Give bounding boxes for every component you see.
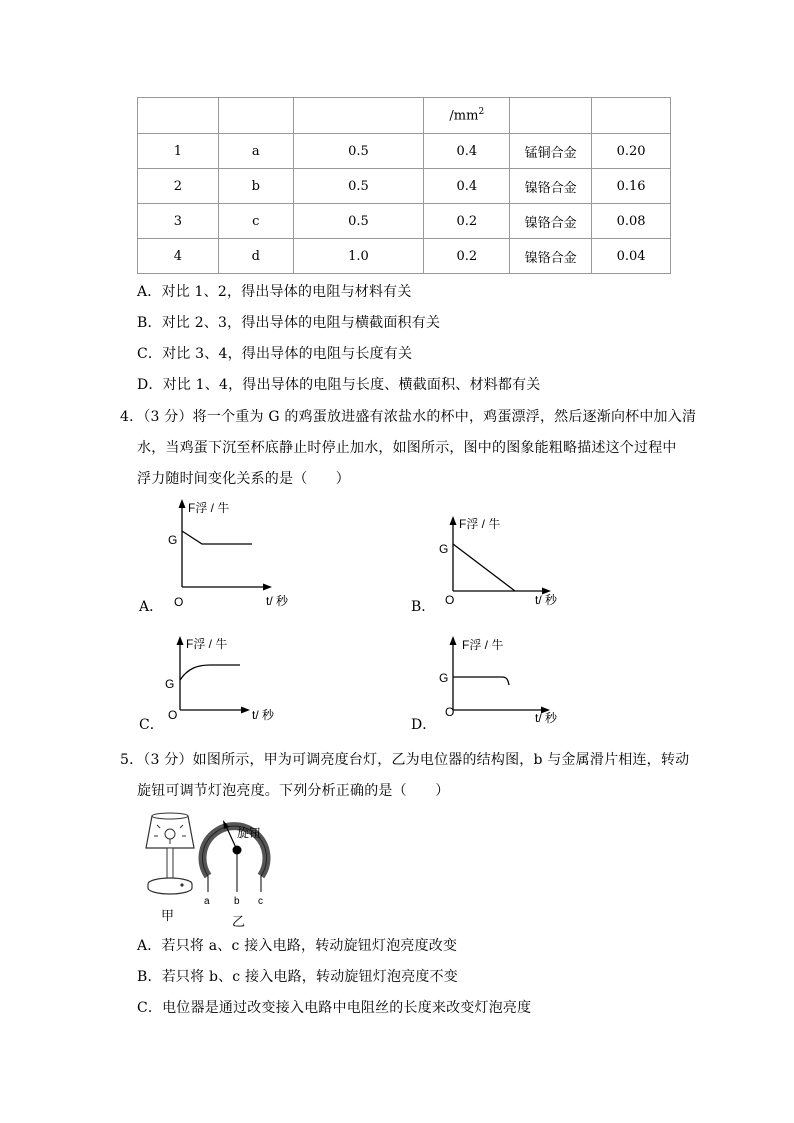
table-row — [138, 169, 671, 204]
x-axis-arrow — [263, 584, 272, 591]
table-cell: 0.5 — [293, 169, 424, 204]
knob-center — [233, 846, 242, 855]
x-axis-label: t/ 秒 — [535, 593, 558, 607]
terminal-c-label: c — [258, 896, 263, 907]
table-row — [138, 134, 671, 169]
q4-graph-c[interactable] — [158, 628, 298, 738]
table-cell: 镍铬合金 — [510, 204, 592, 239]
origin-label: O — [445, 593, 455, 607]
table-cell: d — [218, 239, 293, 274]
knob-label: 旋钮 — [237, 826, 262, 840]
table-cell: 0.16 — [592, 169, 671, 204]
y-axis-arrow — [450, 636, 457, 645]
buoyancy-curve — [180, 665, 240, 680]
q4-stem-line-2: 水，当鸡蛋下沉至杯底静止时停止加水，如图所示，图中的图象能粗略描述这个过程中 — [137, 440, 677, 456]
g-mark: G — [439, 542, 449, 556]
q3-option-b[interactable]: B．对比 2、3，得出导体的电阻与横截面积有关 — [137, 315, 441, 331]
q4-stem-line-3: 浮力随时间变化关系的是（ ） — [137, 471, 350, 487]
y-axis-arrow — [177, 636, 184, 645]
q3-option-a[interactable]: A．对比 1、2，得出导体的电阻与材料有关 — [137, 284, 412, 300]
buoyancy-curve — [182, 531, 252, 544]
table-cell: 镍铬合金 — [510, 239, 592, 274]
y-axis-arrow — [450, 516, 457, 525]
terminal-b-label: b — [234, 896, 240, 907]
table-cell: 0.5 — [293, 134, 424, 169]
area-unit-exponent: 2 — [478, 107, 485, 118]
x-axis-label: t/ 秒 — [266, 594, 289, 608]
origin-label: O — [174, 595, 184, 609]
table-cell: 0.2 — [424, 204, 510, 239]
table-cell: 0.20 — [592, 134, 671, 169]
table-cell: 镍铬合金 — [510, 169, 592, 204]
area-unit-text: /mm — [449, 108, 479, 124]
label-jia: 甲 — [161, 908, 175, 923]
table-cell: 1 — [138, 134, 219, 169]
buoyancy-curve — [453, 677, 509, 685]
q4-graph-a[interactable] — [160, 495, 300, 615]
table-cell: a — [218, 134, 293, 169]
x-axis-arrow — [241, 707, 250, 714]
origin-label: O — [168, 708, 178, 722]
bulb-icon — [165, 829, 175, 839]
q4-graph-d[interactable] — [430, 628, 570, 738]
table-cell: 4 — [138, 239, 219, 274]
g-mark: G — [165, 677, 175, 691]
desk-lamp-illustration — [146, 813, 194, 894]
q3-option-c[interactable]: C．对比 3、4，得出导体的电阻与长度有关 — [137, 346, 413, 362]
table-row — [138, 204, 671, 239]
q4-option-a-letter[interactable]: A． — [139, 599, 164, 615]
q3-option-d[interactable]: D．对比 1、4，得出导体的电阻与长度、横截面积、材料都有关 — [137, 377, 541, 393]
table-cell: c — [218, 204, 293, 239]
origin-label: O — [445, 705, 455, 719]
x-axis-label: t/ 秒 — [252, 708, 275, 722]
lamp-shade-top — [152, 813, 188, 819]
table-cell: b — [218, 169, 293, 204]
terminal-a-label: a — [204, 896, 210, 907]
q5-stem-line-1: 5．（3 分）如图所示，甲为可调亮度台灯，乙为电位器的结构图，b 与金属滑片相连，转动 — [120, 752, 690, 768]
q5-option-b[interactable]: B．若只将 b、c 接入电路，转动旋钮灯泡亮度不变 — [137, 969, 458, 985]
q4-option-d-letter[interactable]: D． — [411, 717, 437, 733]
lamp-stand — [167, 848, 173, 880]
y-axis-label: F浮 / 牛 — [462, 638, 504, 652]
table-cell: 0.4 — [424, 134, 510, 169]
table-cell: 0.08 — [592, 204, 671, 239]
q5-option-a[interactable]: A．若只将 a、c 接入电路，转动旋钮灯泡亮度改变 — [137, 938, 458, 954]
y-axis-label: F浮 / 牛 — [186, 637, 228, 651]
table-cell — [510, 98, 592, 134]
q4-stem-line-1: 4．（3 分）将一个重为 G 的鸡蛋放进盛有浓盐水的杯中，鸡蛋漂浮，然后逐渐向杯中加入清 — [120, 409, 697, 425]
q4-option-b-letter[interactable]: B． — [411, 599, 436, 615]
x-axis-label: t/ 秒 — [535, 711, 558, 725]
table-cell — [592, 98, 671, 134]
table-cell: 2 — [138, 169, 219, 204]
table-cell — [293, 98, 424, 134]
table-cell — [138, 98, 219, 134]
table-row — [138, 239, 671, 274]
buoyancy-curve — [453, 544, 515, 591]
y-axis-arrow — [179, 499, 186, 508]
table-cell — [218, 98, 293, 134]
lamp-switch-icon — [180, 883, 183, 886]
q5-option-c[interactable]: C．电位器是通过改变接入电路中电阻丝的长度来改变灯泡亮度 — [137, 1000, 532, 1016]
g-mark: G — [439, 671, 449, 685]
table-cell: 3 — [138, 204, 219, 239]
y-axis-label: F浮 / 牛 — [459, 517, 501, 531]
table-cell: 0.4 — [424, 169, 510, 204]
q5-stem-line-2: 旋钮可调节灯泡亮度。下列分析正确的是（ ） — [137, 783, 450, 799]
label-yi: 乙 — [232, 914, 246, 929]
table-cell-area-unit — [424, 98, 510, 134]
table-cell: 1.0 — [293, 239, 424, 274]
resistance-data-table — [137, 97, 671, 274]
table-cell: 0.5 — [293, 204, 424, 239]
table-cell: 0.04 — [592, 239, 671, 274]
g-mark: G — [168, 533, 178, 547]
table-cell: 0.2 — [424, 239, 510, 274]
y-axis-label: F浮 / 牛 — [188, 501, 230, 515]
table-header-row — [138, 98, 671, 134]
potentiometer-illustration — [203, 820, 267, 907]
q5-figure — [138, 806, 298, 930]
q4-graph-b[interactable] — [431, 510, 571, 620]
table-cell: 锰铜合金 — [510, 134, 592, 169]
q4-option-c-letter[interactable]: C． — [139, 717, 164, 733]
